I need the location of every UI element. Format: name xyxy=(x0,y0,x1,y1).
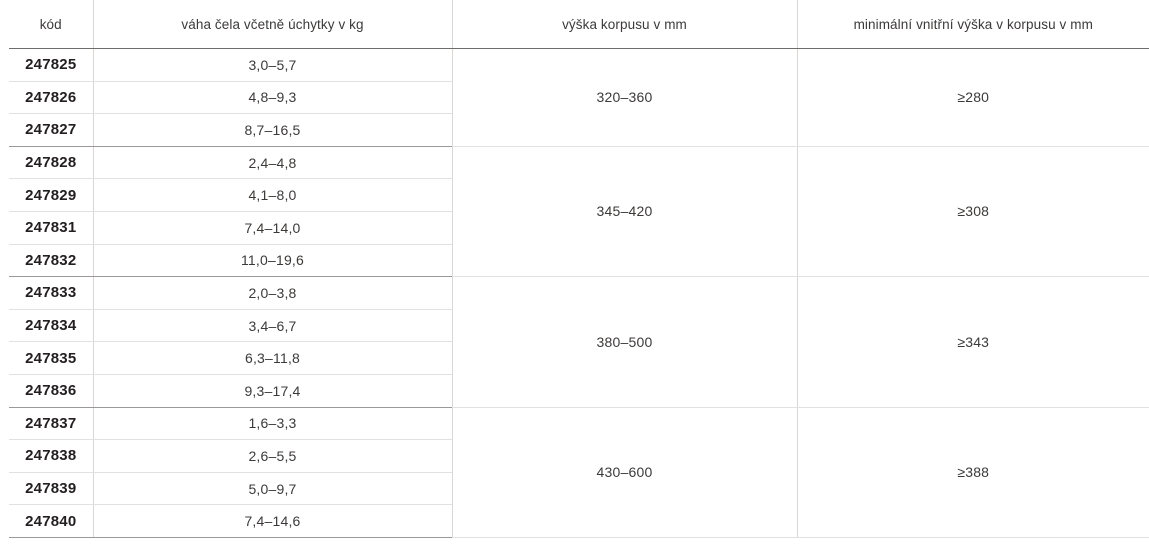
cell-code: 247827 xyxy=(9,114,93,147)
table-body xyxy=(9,49,1149,538)
column-header-body-height: výška korpusu v mm xyxy=(452,0,797,49)
table-row xyxy=(9,146,1149,179)
cell-code: 247826 xyxy=(9,81,93,114)
cell-body-height: 345–420 xyxy=(452,146,797,276)
cell-weight: 4,1–8,0 xyxy=(93,179,452,212)
cell-code: 247839 xyxy=(9,472,93,505)
cell-weight: 9,3–17,4 xyxy=(93,374,452,407)
cell-code: 247837 xyxy=(9,407,93,440)
column-header-code: kód xyxy=(9,0,93,49)
cell-code: 247831 xyxy=(9,211,93,244)
cell-weight: 4,8–9,3 xyxy=(93,81,452,114)
cell-weight: 7,4–14,6 xyxy=(93,505,452,538)
cell-code: 247832 xyxy=(9,244,93,277)
cell-inner-height: ≥388 xyxy=(797,407,1149,537)
cell-weight: 11,0–19,6 xyxy=(93,244,452,277)
cell-weight: 3,4–6,7 xyxy=(93,309,452,342)
cell-weight: 3,0–5,7 xyxy=(93,49,452,82)
cell-weight: 2,4–4,8 xyxy=(93,146,452,179)
cell-code: 247828 xyxy=(9,146,93,179)
table-row xyxy=(9,49,1149,82)
cell-weight: 8,7–16,5 xyxy=(93,114,452,147)
cell-weight: 2,0–3,8 xyxy=(93,277,452,310)
cell-weight: 7,4–14,0 xyxy=(93,211,452,244)
cell-code: 247836 xyxy=(9,374,93,407)
cell-inner-height: ≥280 xyxy=(797,49,1149,147)
cell-code: 247840 xyxy=(9,505,93,538)
cell-code: 247829 xyxy=(9,179,93,212)
table-row xyxy=(9,277,1149,310)
column-header-inner-height: minimální vnitřní výška v korpusu v mm xyxy=(797,0,1149,49)
cell-code: 247838 xyxy=(9,440,93,473)
table-header xyxy=(9,0,1149,49)
cell-weight: 1,6–3,3 xyxy=(93,407,452,440)
cell-weight: 5,0–9,7 xyxy=(93,472,452,505)
column-header-weight: váha čela včetně úchytky v kg xyxy=(93,0,452,49)
cell-body-height: 430–600 xyxy=(452,407,797,537)
cell-code: 247833 xyxy=(9,277,93,310)
cell-weight: 2,6–5,5 xyxy=(93,440,452,473)
cell-body-height: 320–360 xyxy=(452,49,797,147)
specification-table xyxy=(9,0,1149,538)
cell-inner-height: ≥343 xyxy=(797,277,1149,407)
cell-code: 247835 xyxy=(9,342,93,375)
cell-code: 247825 xyxy=(9,49,93,82)
table-header-row xyxy=(9,0,1149,49)
cell-inner-height: ≥308 xyxy=(797,146,1149,276)
table-row xyxy=(9,407,1149,440)
cell-code: 247834 xyxy=(9,309,93,342)
cell-body-height: 380–500 xyxy=(452,277,797,407)
cell-weight: 6,3–11,8 xyxy=(93,342,452,375)
